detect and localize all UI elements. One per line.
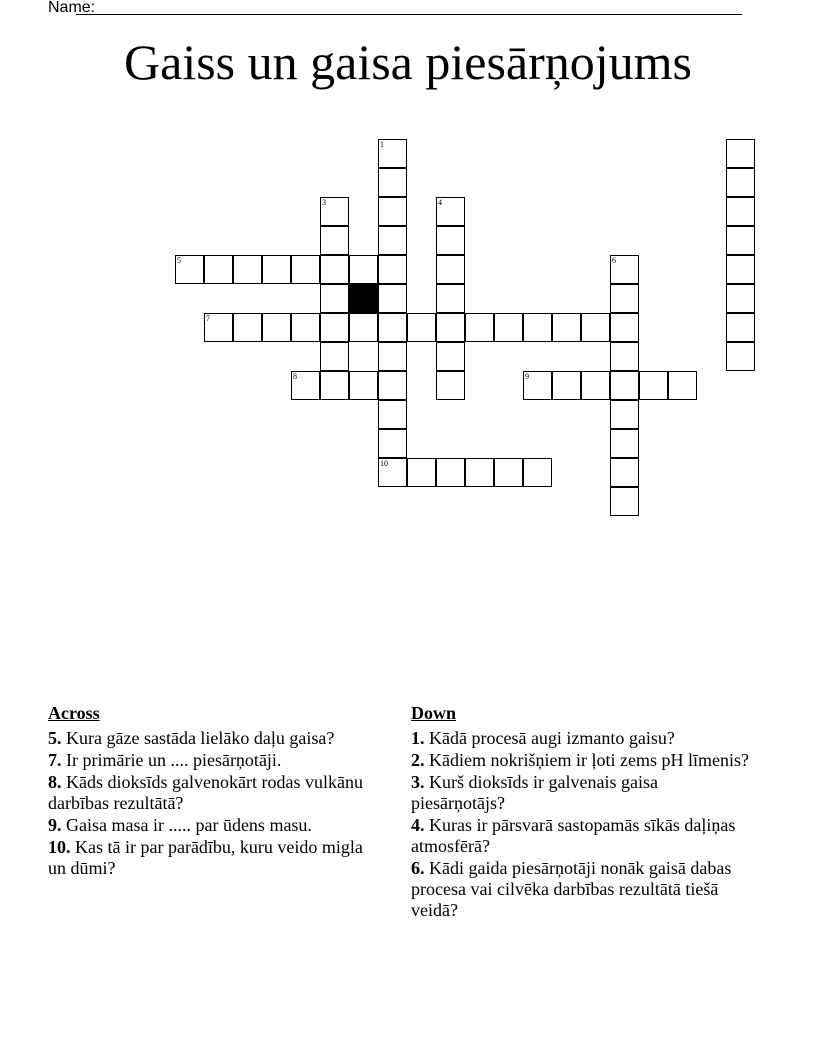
- grid-cell[interactable]: [552, 313, 581, 342]
- black-cell: [349, 284, 378, 313]
- clue-number: 5.: [48, 728, 62, 748]
- across-clues: [48, 702, 373, 880]
- grid-cell[interactable]: [349, 371, 378, 400]
- grid-cell[interactable]: [262, 313, 291, 342]
- grid-cell[interactable]: [378, 255, 407, 284]
- grid-cell[interactable]: [378, 429, 407, 458]
- grid-cell[interactable]: [378, 400, 407, 429]
- clue-text: Ir primārie un .... piesārņotāji.: [66, 750, 282, 770]
- grid-cell[interactable]: [436, 313, 465, 342]
- clue-down-1: [411, 728, 751, 749]
- clue-number-label: 9: [525, 372, 529, 381]
- clue-number-label: 3: [322, 198, 326, 207]
- grid-cell[interactable]: [320, 313, 349, 342]
- grid-cell[interactable]: [581, 371, 610, 400]
- grid-cell[interactable]: [320, 342, 349, 371]
- grid-cell[interactable]: [407, 458, 436, 487]
- clue-number: 3.: [411, 772, 425, 792]
- grid-cell[interactable]: [610, 487, 639, 516]
- name-field[interactable]: [76, 14, 742, 15]
- clue-across-7: [48, 750, 373, 771]
- grid-cell[interactable]: [523, 313, 552, 342]
- grid-cell[interactable]: [465, 313, 494, 342]
- grid-cell[interactable]: [523, 371, 552, 400]
- grid-cell[interactable]: [465, 458, 494, 487]
- clue-text: Kura gāze sastāda lielāko daļu gaisa?: [66, 728, 335, 748]
- clue-text: Kuras ir pārsvarā sastopamās sīkās daļiņas atmosfērā?: [411, 815, 736, 856]
- grid-cell[interactable]: [378, 371, 407, 400]
- clue-number-label: 4: [438, 198, 442, 207]
- grid-cell[interactable]: [494, 458, 523, 487]
- grid-cell[interactable]: [204, 255, 233, 284]
- clue-text: Kādi gaida piesārņotāji nonāk gaisā dabas procesa vai cilvēka darbības rezultātā tiešā veidā?: [411, 858, 732, 920]
- clue-down-2: [411, 750, 751, 771]
- grid-cell[interactable]: [349, 255, 378, 284]
- clue-number: 10.: [48, 837, 71, 857]
- grid-cell[interactable]: [436, 284, 465, 313]
- grid-cell[interactable]: [436, 255, 465, 284]
- clue-down-3: [411, 772, 751, 814]
- grid-cell[interactable]: [378, 284, 407, 313]
- grid-cell[interactable]: [320, 284, 349, 313]
- clue-number: 9.: [48, 815, 62, 835]
- grid-cell[interactable]: [291, 313, 320, 342]
- clue-number-label: 8: [293, 372, 297, 381]
- grid-cell[interactable]: [610, 429, 639, 458]
- grid-cell[interactable]: [610, 400, 639, 429]
- across-heading: Across: [48, 703, 100, 723]
- grid-cell[interactable]: [610, 371, 639, 400]
- clue-number-label: 6: [612, 256, 616, 265]
- clue-text: Kādiem nokrišņiem ir ļoti zems pH līmenis?: [429, 750, 749, 770]
- clue-number: 6.: [411, 858, 425, 878]
- grid-cell[interactable]: [436, 458, 465, 487]
- clue-text: Kādā procesā augi izmanto gaisu?: [429, 728, 675, 748]
- grid-cell[interactable]: [581, 313, 610, 342]
- grid-cell[interactable]: [378, 458, 407, 487]
- clue-number: 1.: [411, 728, 425, 748]
- grid-cell[interactable]: [523, 458, 552, 487]
- grid-cell[interactable]: [204, 313, 233, 342]
- grid-cell[interactable]: [320, 255, 349, 284]
- grid-cell[interactable]: [610, 284, 639, 313]
- grid-cell[interactable]: [320, 197, 349, 226]
- grid-cell[interactable]: [610, 255, 639, 284]
- grid-cell[interactable]: [349, 313, 378, 342]
- grid-cell[interactable]: [436, 371, 465, 400]
- grid-cell[interactable]: [233, 255, 262, 284]
- grid-cell[interactable]: [726, 255, 755, 284]
- page-title: Gaiss un gaisa piesārņojums: [124, 34, 692, 90]
- grid-cell[interactable]: [320, 371, 349, 400]
- grid-cell[interactable]: [378, 342, 407, 371]
- grid-cell[interactable]: [726, 197, 755, 226]
- down-clues: [411, 702, 751, 922]
- grid-cell[interactable]: [378, 139, 407, 168]
- clue-number-label: 10: [380, 459, 388, 468]
- clue-across-8: [48, 772, 373, 814]
- clue-text: Gaisa masa ir ..... par ūdens masu.: [66, 815, 312, 835]
- grid-cell[interactable]: [639, 371, 668, 400]
- grid-cell[interactable]: [291, 255, 320, 284]
- grid-cell[interactable]: [175, 255, 204, 284]
- clue-down-6: [411, 858, 751, 921]
- grid-cell[interactable]: [320, 226, 349, 255]
- grid-cell[interactable]: [291, 371, 320, 400]
- clue-number-label: 7: [206, 314, 210, 323]
- grid-cell[interactable]: [552, 371, 581, 400]
- clue-across-5: [48, 728, 373, 749]
- clue-number: 8.: [48, 772, 62, 792]
- clue-text: Kurš dioksīds ir galvenais gaisa piesārņotājs?: [411, 772, 658, 813]
- clue-number: 7.: [48, 750, 62, 770]
- grid-cell[interactable]: [494, 313, 523, 342]
- down-heading: Down: [411, 703, 457, 723]
- grid-cell[interactable]: [378, 313, 407, 342]
- clue-number: 2.: [411, 750, 425, 770]
- grid-cell[interactable]: [726, 342, 755, 371]
- grid-cell[interactable]: [610, 342, 639, 371]
- clue-across-10: [48, 837, 373, 879]
- clue-across-9: [48, 815, 373, 836]
- grid-cell[interactable]: [407, 313, 436, 342]
- grid-cell[interactable]: [436, 342, 465, 371]
- grid-cell[interactable]: [668, 371, 697, 400]
- grid-cell[interactable]: [610, 458, 639, 487]
- grid-cell[interactable]: [378, 168, 407, 197]
- clue-text: Kāds dioksīds galvenokārt rodas vulkānu darbības rezultātā?: [48, 772, 363, 813]
- clue-number: 4.: [411, 815, 425, 835]
- grid-cell[interactable]: [726, 284, 755, 313]
- grid-cell[interactable]: [436, 197, 465, 226]
- grid-cell[interactable]: [726, 168, 755, 197]
- grid-cell[interactable]: [262, 255, 291, 284]
- grid-cell[interactable]: [726, 226, 755, 255]
- clue-text: Kas tā ir par parādību, kuru veido migla un dūmi?: [48, 837, 363, 878]
- clue-number-label: 5: [177, 256, 181, 265]
- name-label: Name:: [48, 0, 96, 16]
- grid-cell[interactable]: [726, 139, 755, 168]
- grid-cell[interactable]: [378, 226, 407, 255]
- grid-cell[interactable]: [436, 226, 465, 255]
- clue-down-4: [411, 815, 751, 857]
- clue-number-label: 1: [380, 140, 384, 149]
- grid-cell[interactable]: [610, 313, 639, 342]
- grid-cell[interactable]: [233, 313, 262, 342]
- grid-cell[interactable]: [726, 313, 755, 342]
- grid-cell[interactable]: [378, 197, 407, 226]
